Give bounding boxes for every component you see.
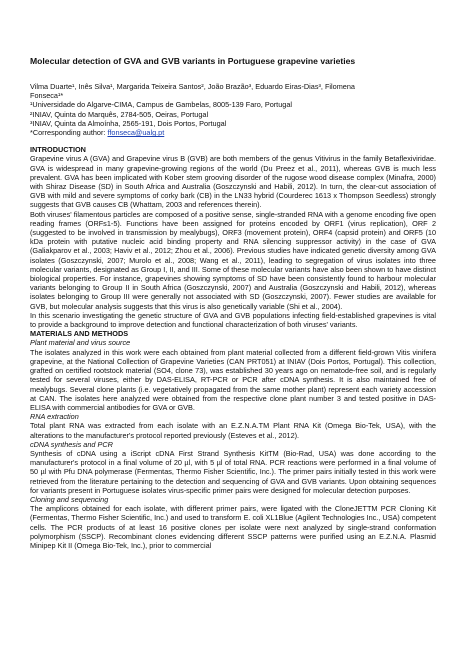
rna-extraction-paragraph: Total plant RNA was extracted from each isolate with an E.Z.N.A.TM Plant RNA Kit (Omega Bio-Tek, USA), with the alterations to the manufacturer's protocol reported previously (Esteves et al., 2012).: [30, 421, 436, 440]
intro-paragraph-1: Grapevine virus A (GVA) and Grapevine virus B (GVB) are both members of the genus Vitivirus in the family Betaflexiviridae. GVA is widespread in many grapevine-growing regions of the world (Du Preez et al., 2011), whereas GVB is much less prevalent. GVA has been implicated with Kober stem grooving disorder of the rugose wood disease complex (Minafra, 2000) with Shiraz Disease (SD) in South Africa and Australia (Goszczynski and Habili, 2012). In turn, the clear-cut association of GVB with mild and severe symptoms of corky bark (CB) in the LN33 hybrid (Courderec 1613 x Thompson Seedless) strongly suggests that GVB causes CB (Whattam, 2003 and references therein).: [30, 154, 436, 210]
subheading-cdna-pcr: cDNA synthesis and PCR: [30, 439, 113, 449]
cdna-pcr-paragraph: Synthesis of cDNA using a iScript cDNA First Strand Synthesis KitTM (Bio-Rad, USA) was done according to the manufacturer's protocol in a final volume of 20 µl, with 5 µl of total RNA. PCR reactions were performed in a final volume of 50 µl with Pfu DNA polymerase (Fermentas, Thermo Fisher Scientific, Inc.). The primer pairs initially tested in this work were retrieved from the literature pertaining to the detection and sequencing of GVA and GVB variants. Upon obtaining sequences for variants present in Portuguese isolates virus-specific primer pairs were designed for molecular detection purposes.: [30, 448, 436, 495]
affiliation-2: ²INIAV, Quinta do Marquês, 2784-505, Oeiras, Portugal: [30, 109, 209, 119]
plant-material-paragraph: The isolates analyzed in this work were each obtained from plant material collected from a different field-grown Vitis vinifera grapevine, at the National Collection of Grapevine Varieties (CAN PRT051) at INIAV (Dois Portos, Portugal). This collection, grafted on certified rootstock material (SO4, clone 73), was established 30 years ago on nematode-free soil, and is regularly tested for several viruses, either by DAS-ELISA, RT-PCR or PCR after cDNA synthesis. It is also maintained free of mealybugs. Several clone plants (i.e. vegetatively propagated from the same mother plant) represent each variety accession at CAN. The isolates here analyzed were obtained from the respective clone plant number 3 and tested positive in DAS-ELISA with commercial antibodies for GVA or GVB.: [30, 347, 436, 412]
corresponding-author: [30, 128, 436, 137]
section-heading-materials-methods: MATERIALS AND METHODS: [30, 329, 129, 339]
text-column: [30, 56, 436, 550]
authors-line-2: Fonseca¹*: [30, 91, 64, 101]
section-heading-introduction: INTRODUCTION: [30, 145, 86, 155]
subheading-cloning-sequencing: Cloning and sequencing: [30, 494, 109, 504]
subheading-rna-extraction: RNA extraction: [30, 412, 79, 422]
intro-paragraph-2: Both viruses' filamentous particles are composed of a positive sense, single-stranded RNA with a genome encoding five open reading frames (ORFs1-5). Functions have been assigned for proteins encoded by ORF1 (virus replication), ORF 2 (suggested to be involved in transmission by mealybugs), ORF3 (movement protein), ORF4 (capsid protein) and ORF5 (10 kDa protein with putative nucleic acid binding property and RNA silencing suppressor activity) in the case of GVA (Galiakparov et al., 2003; Haviv et al., 2012; Zhou et al., 2006). Previous studies have indicated genetic diversity among GVA isolates (Goszczynski, 2007; Murolo et al., 2008; Wang et al., 2011), leading to segregation of virus isolates into three molecular variants, designated as Group I, II, and III. Some of these molecular variants have also been shown to have distinct biological properties. For instance, grapevines showing symptoms of SD have been consistently found to harbour molecular variants belonging to Group II in South Africa (Goszczynski, 2007) and Australia (Goszczynski and Habili, 2012), whereas isolates belonging to Group III were generally not associated with SD (Goszczynski, 2007). Fewer studies are available for GVB, but molecular analysis suggests that this virus is also genetically variable (Shi et al., 2004).: [30, 209, 436, 311]
corresponding-label: *Corresponding author:: [30, 128, 108, 138]
email-link[interactable]: ffonseca@ualg.pt: [107, 128, 165, 138]
affiliation-3: ³INIAV, Quinta da Almoínha, 2565-191, Dois Portos, Portugal: [30, 118, 227, 128]
intro-paragraph-3: In this scenario investigating the genetic structure of GVA and GVB populations infecting field-established grapevines is vital to provide a background to improve detection and functional characterization of both viruses' variants.: [30, 310, 436, 330]
affiliation-1: ¹Universidade do Algarve-CIMA, Campus de Gambelas, 8005-139 Faro, Portugal: [30, 100, 293, 110]
paper-title: Molecular detection of GVA and GVB variants in Portuguese grapevine varieties: [30, 56, 356, 66]
authors-line-1: Vilma Duarte¹, Inês Silva¹, Margarida Teixeira Santos², João Brazão³, Eduardo Eiras-Dias³, Filomena: [30, 82, 355, 91]
subheading-plant-material: Plant material and virus source: [30, 338, 131, 348]
author-list: [30, 82, 436, 100]
cloning-sequencing-paragraph: The amplicons obtained for each isolate, with different primer pairs, were ligated with the CloneJETTM PCR Cloning Kit (Fermentas, Thermo Fisher Scientific, Inc.) and used to transform E. coli XL1Blue (Agilent Technologies Inc., USA) competent cells. The PCR products of at least 16 positive clones per isolate were next analyzed by single-strand conformation polymorphism (SSCP). Recombinant clones evidencing different SSCP patterns were purified using an E.Z.N.A. Plasmid Minipep Kit II (Omega Bio-Tek, Inc.), prior to commercial: [30, 504, 436, 550]
